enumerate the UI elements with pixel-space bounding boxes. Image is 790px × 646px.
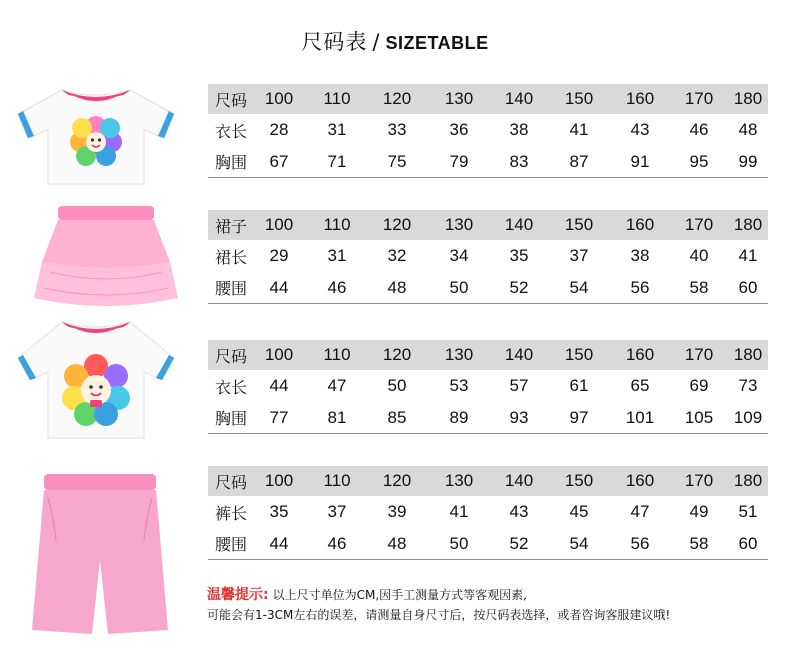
row-label: 尺码: [214, 90, 247, 110]
table-cell: 60: [738, 277, 758, 297]
table-cell: 170: [684, 215, 714, 234]
table-cell: 77: [269, 407, 289, 427]
table-cell: 81: [327, 407, 347, 427]
row-label: 腰围: [214, 279, 247, 298]
table-cell: 100: [264, 345, 294, 364]
table-cell: 31: [327, 246, 347, 265]
table-row: [208, 340, 768, 370]
table-cell: 50: [387, 376, 407, 395]
table-cell: 89: [449, 407, 469, 427]
table-cell: 180: [733, 345, 763, 364]
table-cell: 41: [738, 246, 758, 265]
table-cell: 97: [569, 407, 589, 427]
table-cell: 170: [684, 89, 714, 108]
table-cell: 140: [504, 471, 534, 490]
table-cell: 57: [509, 376, 529, 395]
table-cell: 43: [630, 120, 650, 139]
table-cell: 100: [264, 471, 294, 490]
table-cell: 101: [625, 407, 655, 427]
table-cell: 47: [630, 502, 650, 521]
table-cell: 170: [684, 345, 714, 364]
table-cell: 110: [323, 89, 351, 108]
tshirt-1-image: [14, 82, 178, 186]
table-cell: 53: [449, 376, 469, 395]
table-cell: 95: [689, 151, 709, 171]
table-cell: 120: [382, 345, 412, 364]
table-cell: 44: [269, 376, 289, 395]
table-cell: 35: [269, 502, 289, 521]
table-cell: 180: [733, 215, 763, 234]
title-cn: 尺码表: [301, 30, 368, 54]
table-cell: 41: [569, 120, 589, 139]
table-cell: 51: [738, 502, 758, 521]
table-cell: 150: [564, 471, 594, 490]
table-cell: 91: [630, 151, 650, 171]
table-cell: 69: [689, 376, 709, 395]
row-label: 裙长: [214, 247, 247, 267]
row-label: 尺码: [214, 346, 247, 366]
table-cell: 48: [738, 120, 758, 139]
table-cell: 93: [509, 407, 529, 427]
table-cell: 56: [630, 277, 650, 297]
title-en: SIZETABLE: [385, 33, 489, 53]
table-cell: 54: [569, 277, 589, 297]
table-cell: 71: [327, 151, 347, 171]
table-cell: 46: [689, 120, 709, 139]
table-cell: 109: [733, 407, 763, 427]
table-cell: 32: [387, 246, 407, 265]
table-cell: 130: [444, 89, 474, 108]
table-cell: 40: [689, 246, 709, 265]
table-cell: 46: [327, 533, 347, 553]
table-cell: 65: [630, 376, 650, 395]
page-title: [0, 26, 790, 56]
table-cell: 61: [569, 376, 589, 395]
table-cell: 43: [509, 502, 529, 521]
table-cell: 28: [269, 120, 289, 139]
table-cell: 38: [509, 120, 529, 139]
table-cell: 180: [733, 89, 763, 108]
table-cell: 44: [269, 277, 289, 297]
table-cell: 160: [625, 345, 655, 364]
table-cell: 37: [327, 502, 347, 521]
table-cell: 160: [625, 471, 655, 490]
table-cell: 29: [269, 246, 289, 265]
table-row: [208, 84, 768, 114]
table-cell: 87: [569, 151, 589, 171]
table-cell: 38: [630, 246, 650, 265]
table-cell: 110: [323, 215, 351, 234]
table-row: [208, 370, 768, 402]
table-cell: 73: [738, 376, 758, 395]
table-row: [208, 240, 768, 272]
table-cell: 120: [382, 215, 412, 234]
tutu-skirt-image: [30, 202, 182, 312]
table-cell: 79: [449, 151, 469, 171]
table-cell: 100: [264, 215, 294, 234]
table-cell: 85: [387, 407, 407, 427]
table-cell: 110: [323, 345, 351, 364]
table-cell: 100: [264, 89, 294, 108]
table-cell: 130: [444, 471, 474, 490]
table-cell: 48: [387, 533, 407, 553]
table-cell: 50: [449, 533, 469, 553]
note-hint: 温馨提示:: [207, 587, 269, 603]
table-cell: 140: [504, 89, 534, 108]
table-cell: 33: [387, 120, 407, 139]
table-cell: 130: [444, 215, 474, 234]
table-cell: 52: [509, 277, 529, 297]
table-cell: 56: [630, 533, 650, 553]
row-label: 腰围: [214, 535, 247, 554]
table-cell: 50: [449, 277, 469, 297]
table-row: [208, 466, 768, 496]
table-cell: 150: [564, 345, 594, 364]
table-row: [208, 528, 768, 560]
size-table-shorts: [208, 466, 768, 560]
table-cell: 35: [509, 246, 529, 265]
table-cell: 46: [327, 277, 347, 297]
note-line-2: 可能会有1-3CM左右的误差，请测量自身尺寸后，按尺码表选择，或者咨询客服建议哦!: [207, 608, 671, 622]
table-cell: 140: [504, 345, 534, 364]
table-cell: 60: [738, 533, 758, 553]
measurement-note: [207, 585, 670, 625]
table-cell: 54: [569, 533, 589, 553]
table-cell: 180: [733, 471, 763, 490]
table-cell: 150: [564, 89, 594, 108]
table-cell: 48: [387, 277, 407, 297]
table-cell: 67: [269, 151, 289, 171]
tshirt-2-image: [14, 316, 178, 440]
size-table-skirt: [208, 210, 768, 304]
row-label: 裤长: [214, 503, 247, 523]
table-cell: 31: [327, 120, 347, 139]
table-cell: 47: [327, 376, 347, 395]
table-cell: 120: [382, 89, 412, 108]
table-cell: 99: [738, 151, 758, 171]
table-row: [208, 402, 768, 434]
table-cell: 36: [449, 120, 469, 139]
table-cell: 37: [569, 246, 589, 265]
table-cell: 41: [449, 502, 469, 521]
title-slash: /: [372, 30, 381, 54]
table-cell: 52: [509, 533, 529, 553]
table-row: [208, 272, 768, 304]
table-cell: 120: [382, 471, 412, 490]
table-cell: 83: [509, 151, 529, 171]
table-cell: 170: [684, 471, 714, 490]
table-cell: 160: [625, 89, 655, 108]
shorts-image: [30, 470, 170, 638]
size-table-tshirt-2: [208, 340, 768, 434]
table-cell: 160: [625, 215, 655, 234]
table-cell: 34: [449, 246, 469, 265]
table-cell: 140: [504, 215, 534, 234]
size-table-tshirt-1: [208, 84, 768, 178]
table-cell: 110: [323, 471, 351, 490]
table-cell: 58: [689, 533, 709, 553]
row-label: 衣长: [214, 121, 247, 141]
table-cell: 39: [387, 502, 407, 521]
table-cell: 44: [269, 533, 289, 553]
row-label: 裙子: [214, 216, 247, 236]
table-cell: 105: [684, 407, 714, 427]
table-row: [208, 210, 768, 240]
row-label: 胸围: [214, 153, 247, 172]
row-label: 胸围: [214, 409, 247, 428]
row-label: 尺码: [214, 472, 247, 492]
table-cell: 130: [444, 345, 474, 364]
table-cell: 58: [689, 277, 709, 297]
table-cell: 150: [564, 215, 594, 234]
table-cell: 45: [569, 502, 589, 521]
table-cell: 75: [387, 151, 407, 171]
table-row: [208, 496, 768, 528]
table-row: [208, 146, 768, 178]
row-label: 衣长: [214, 377, 247, 397]
table-row: [208, 114, 768, 146]
note-line-1: 以上尺寸单位为CM,因手工测量方式等客观因素,: [272, 588, 527, 602]
table-cell: 49: [689, 502, 709, 521]
